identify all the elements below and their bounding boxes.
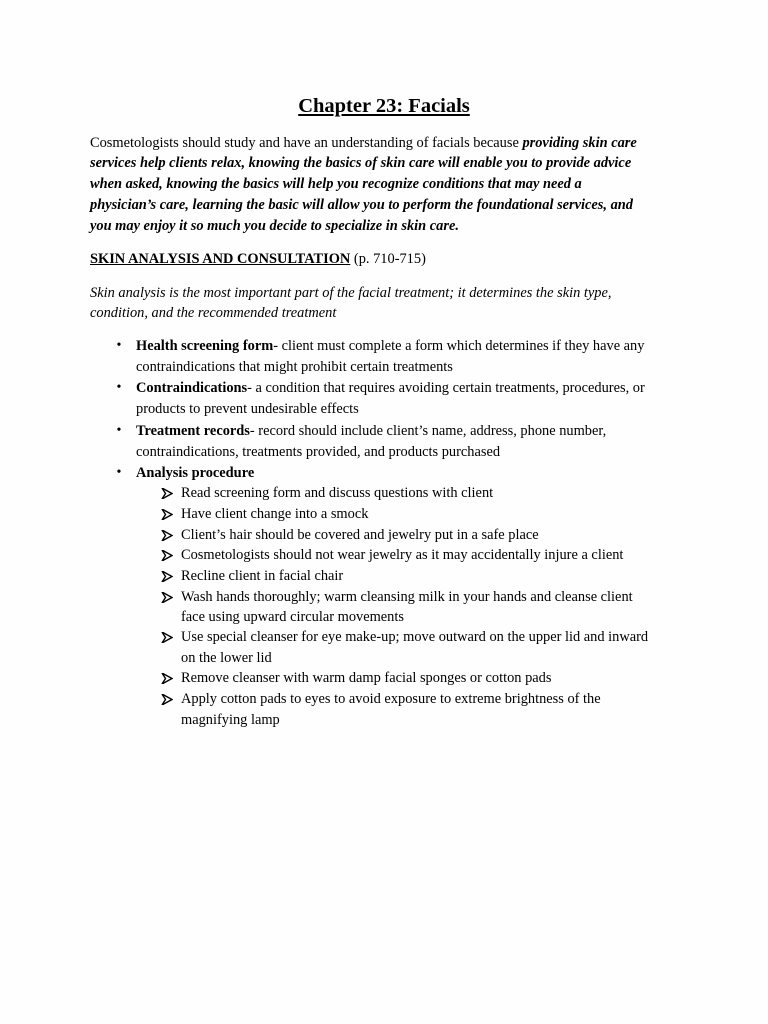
section-page-ref: (p. 710-715) [350,251,426,267]
page-title: Chapter 23: Facials [298,95,470,117]
bullet-dot-icon: • [116,423,122,438]
bullet-text-continued: contraindications, treatments provided, and products purchased [136,444,501,460]
bullet-text: - a condition that requires avoiding certain treatments, procedures, or [247,380,645,396]
list-item [136,463,254,483]
arrow-bullet-icon [160,627,174,647]
bullet-text: - client must complete a form which determines if they have any [273,338,645,354]
arrow-bullet-icon [160,545,174,565]
arrow-bullet-icon [160,483,174,503]
arrow-bullet-icon [160,525,174,545]
procedure-step-continued: on the lower lid [181,650,272,666]
bullet-text-continued: contraindications that might prohibit certain treatments [136,359,453,375]
bullet-dot-icon: • [116,338,122,353]
arrow-bullet-icon [160,668,174,688]
intro-line-3: when asked, knowing the basics will help you recognize conditions that may need a [90,176,582,192]
procedure-step: Client’s hair should be covered and jewelry put in a safe place [181,527,539,543]
procedure-step-continued: face using upward circular movements [181,609,404,625]
intro-bold-text: providing skin care [522,135,637,151]
section-lead-line-1: Skin analysis is the most important part of the facial treatment; it determines the skin type, [90,285,612,301]
bullet-term: Treatment records [136,423,250,439]
bullet-term: Analysis procedure [136,465,255,481]
list-item [136,421,606,441]
procedure-step: Wash hands thoroughly; warm cleansing milk in your hands and cleanse client [181,589,633,605]
arrow-bullet-icon [160,587,174,607]
arrow-bullet-icon [160,566,174,586]
procedure-step: Apply cotton pads to eyes to avoid exposure to extreme brightness of the [181,691,601,707]
procedure-step: Read screening form and discuss questions with client [181,485,494,501]
bullet-dot-icon: • [116,465,122,480]
bullet-dot-icon: • [116,380,122,395]
procedure-step: Use special cleanser for eye make-up; move outward on the upper lid and inward [181,629,649,645]
bullet-text-continued: products to prevent undesirable effects [136,401,359,417]
intro-plain-text: Cosmetologists should study and have an understanding of facials because [90,135,523,151]
list-item [136,378,645,398]
procedure-step: Cosmetologists should not wear jewelry as it may accidentally injure a client [181,547,624,563]
arrow-bullet-icon [160,689,174,709]
procedure-step: Remove cleanser with warm damp facial sponges or cotton pads [181,670,552,686]
bullet-text: - record should include client’s name, address, phone number, [249,423,607,439]
intro-line-2: services help clients relax, knowing the basics of skin care will enable you to provide advice [90,155,632,171]
procedure-step: Recline client in facial chair [181,568,344,584]
section-heading: SKIN ANALYSIS AND CONSULTATION [90,251,351,267]
procedure-step-continued: magnifying lamp [181,712,280,728]
intro-line-5: you may enjoy it so much you decide to specialize in skin care. [90,218,459,234]
section-lead-line-2: condition, and the recommended treatment [90,305,337,321]
list-item [136,336,644,356]
arrow-bullet-icon [160,504,174,524]
bullet-term: Contraindications [136,380,248,396]
procedure-step: Have client change into a smock [181,506,369,522]
section-heading-line [90,249,426,269]
intro-line-1 [90,133,637,153]
bullet-term: Health screening form [136,338,274,354]
intro-line-4: physician’s care, learning the basic will allow you to perform the foundational services, and [90,197,633,213]
